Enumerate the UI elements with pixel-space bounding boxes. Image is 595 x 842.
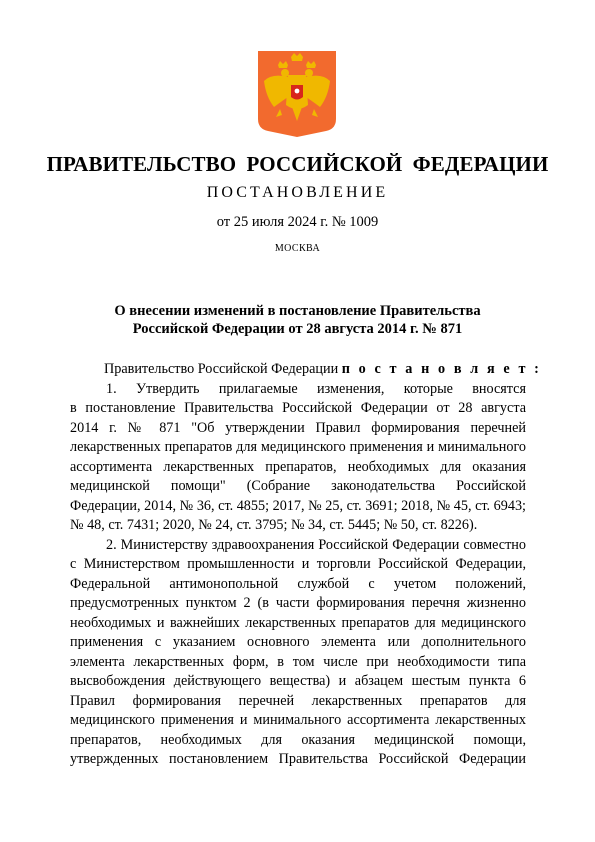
document-type: ПОСТАНОВЛЕНИЕ — [206, 184, 389, 201]
document-date-number: от 25 июля 2024 г. № 1009 — [216, 214, 379, 230]
paragraph-1-line: ассортимента лекарственных препаратов, необходимых для оказания — [70, 458, 526, 475]
paragraph-1-line: лекарственных препаратов для медицинского применения и минимального — [70, 439, 526, 455]
paragraph-1-line: 2014 г. № 871 "Об утверждении Правил формирования перечней — [70, 419, 526, 436]
paragraph-2-line: элемента лекарственных форм, в том числе при необходимости типа — [70, 653, 526, 670]
paragraph-1-line: Федерации, 2014, № 36, ст. 4855; 2017, № 25, ст. 3691; 2018, № 45, ст. 6943; — [70, 497, 526, 514]
paragraph-2-line: Правил формирования перечней лекарственных препаратов для — [70, 692, 526, 709]
document-city: МОСКВА — [274, 243, 321, 254]
paragraph-2-line: Федеральной антимонопольной службой с учетом положений, — [70, 575, 526, 592]
intro-line — [70, 360, 542, 380]
paragraph-1-line: в постановление Правительства Российской Федерации от 28 августа — [70, 400, 526, 416]
paragraph-2-line: предусмотренных пунктом 2 (в части формирования перечня жизненно — [70, 595, 526, 611]
paragraph-2-line: 2. Министерству здравоохранения Российской Федерации совместно — [106, 536, 526, 553]
paragraph-2-line: необходимых и важнейших лекарственных препаратов для медицинского — [70, 614, 526, 631]
intro-text: Правительство Российской Федерации — [104, 361, 342, 377]
coat-of-arms-icon — [258, 51, 336, 137]
paragraph-2-line: применения с указанием основного элемента или дополнительного — [70, 634, 526, 650]
paragraph-1-line: № 48, ст. 7431; 2020, № 24, ст. 3795; № 34, ст. 5445; № 50, ст. 8226). — [70, 517, 478, 533]
paragraph-2-line: медицинского применения и минимального ассортимента лекарственных — [70, 712, 526, 728]
paragraph-2-line: с Министерством промышленности и торговли Российской Федерации, — [70, 556, 526, 572]
paragraph-1-line: медицинской помощи" (Собрание законодательства Российской — [70, 478, 526, 494]
paragraph-2-line: высвобождения действующего вещества) и абзацем шестым пункта 6 — [70, 673, 526, 689]
paragraph-1-line: 1. Утвердить прилагаемые изменения, которые вносятся — [106, 380, 526, 397]
paragraph-2-line: утвержденных постановлением Правительства Российской Федерации — [70, 751, 526, 767]
subject-line: О внесении изменений в постановление Правительства — [114, 303, 481, 319]
document-subject — [60, 303, 535, 338]
government-title: ПРАВИТЕЛЬСТВО РОССИЙСКОЙ ФЕДЕРАЦИИ — [46, 152, 549, 176]
document-body — [70, 360, 542, 770]
resolves-word: п о с т а н о в л я е т : — [341, 361, 542, 377]
paragraph-2-line: препаратов, необходимых для оказания медицинской помощи, — [70, 731, 526, 748]
subject-line: Российской Федерации от 28 августа 2014 г. № 871 — [132, 320, 463, 337]
